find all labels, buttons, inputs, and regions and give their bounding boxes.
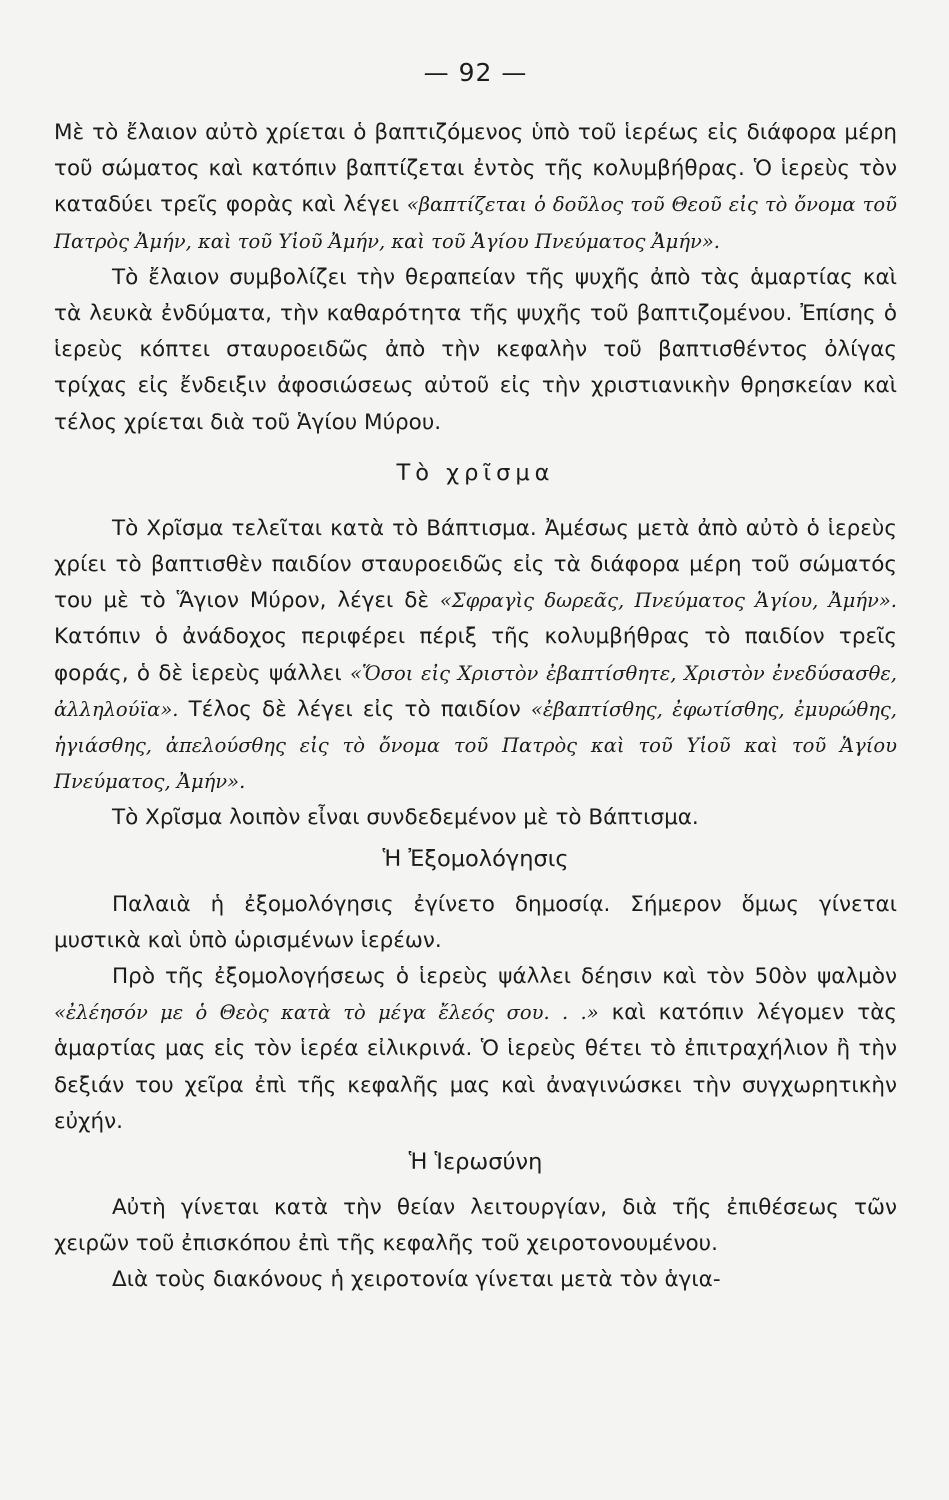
paragraph-text: Πρὸ τῆς ἐξομολογήσεως ὁ ἱερεὺς ψάλλει δέησιν καὶ τὸν 50ὸν ψαλμὸν <box>112 964 897 990</box>
quoted-prayer-text: «Ὅσοι εἰς Χριστὸν ἐβαπτίσθητε, Χριστὸν ἐνεδύσασθε, ἀλληλούϊα». <box>54 661 897 721</box>
paragraph-text: Τέλος δὲ λέγει εἰς τὸ παιδίον <box>178 696 531 722</box>
body-paragraph <box>54 115 897 260</box>
section-heading: Ἡ Ἐξομολόγησις <box>382 845 569 872</box>
quoted-prayer-text: «βαπτίζεται ὁ δοῦλος τοῦ Θεοῦ εἰς τὸ ὄνομα τοῦ Πατρὸς Ἀμήν, καὶ τοῦ Υἱοῦ Ἀμήν, καὶ τοῦ Ἁγίου Πνεύματος Ἀμήν». <box>54 193 897 253</box>
paragraph-text: Τὸ Χρῖσμα τελεῖται κατὰ τὸ Βάπτισμα. Ἀμέσως μετὰ ἀπὸ αὐτὸ ὁ ἱερεὺς χρίει τὸ βαπτισθὲν παιδίον σταυροειδῶς εἰς τὰ διάφορα μέρη τοῦ σώματός του μὲ τὸ Ἅγιον Μύρον, λέγει δὲ <box>54 515 897 614</box>
quoted-prayer-text: «ἐλέησόν με ὁ Θεὸς κατὰ τὸ μέγα ἔλεός σου. . .» <box>54 1001 599 1025</box>
body-paragraph <box>54 959 897 1140</box>
body-paragraph <box>54 260 897 441</box>
quoted-prayer-text: «ἐβαπτίσθης, ἐφωτίσθης, ἐμυρώθης, ἡγιάσθης, ἀπελούσθης εἰς τὸ ὄνομα τοῦ Πατρὸς καὶ τοῦ Υἱοῦ καὶ τοῦ Ἁγίου Πνεύματος, Ἀμήν». <box>54 697 897 794</box>
body-paragraph <box>54 800 897 836</box>
paragraph-text: καὶ κατόπιν λέγομεν τὰς ἁμαρτίας μας εἰς τὸν ἱερέα εἰλικρινά. Ὁ ἱερεὺς θέτει τὸ ἐπιτραχήλιον ἢ τὴν δεξιάν του χεῖρα ἐπὶ τῆς κεφαλῆς μας καὶ ἀναγινώσκει τὴν συγχωρητικὴν εὐχήν. <box>54 1000 897 1134</box>
paragraph-text: Τὸ ἔλαιον συμβολίζει τὴν θεραπείαν τῆς ψυχῆς ἀπὸ τὰς ἁμαρτίας καὶ τὰ λευκὰ ἐνδύματα, τὴν καθαρότητα τῆς ψυχῆς τοῦ βαπτιζομένου. Ἐπίσης ὁ ἱερεὺς κόπτει σταυροειδῶς ἀπὸ τὴν κεφαλὴν τοῦ βαπτισθέντος ὀλίγας τρίχας εἰς ἔνδειξιν ἀφοσιώσεως αὐτοῦ εἰς τὴν χριστιανικὴν θρησκείαν καὶ τέλος χρίεται διὰ τοῦ Ἁγίου Μύρου. <box>54 264 897 435</box>
page-content <box>54 115 897 1299</box>
body-paragraph <box>54 1262 897 1298</box>
body-paragraph <box>54 1190 897 1262</box>
page-number: — 92 — <box>423 58 528 87</box>
paragraph-text: Κατόπιν ὁ ἀνάδοχος περιφέρει πέριξ τῆς κολυμβήθρας τὸ παιδίον τρεῖς φοράς, ὁ δὲ ἱερεὺς ψάλλει <box>54 624 897 686</box>
paragraph-text: Διὰ τοὺς διακόνους ἡ χειροτονία γίνεται μετὰ τὸν ἁγια- <box>112 1267 721 1293</box>
body-paragraph <box>54 511 897 801</box>
paragraph-text: Τὸ Χρῖσμα λοιπὸν εἶναι συνδεδεμένον μὲ τὸ Βάπτισμα. <box>112 805 699 831</box>
quoted-prayer-text: «Σφραγὶς δωρεᾶς, Πνεύματος Ἁγίου, Ἀμήν». <box>439 589 897 613</box>
body-paragraph <box>54 887 897 959</box>
paragraph-text: Παλαιὰ ἡ ἐξομολόγησις ἐγίνετο δημοσίᾳ. Σήμερον ὅμως γίνεται μυστικὰ καὶ ὑπὸ ὡρισμένων ἱερέων. <box>54 891 897 953</box>
paragraph-text: Μὲ τὸ ἔλαιον αὐτὸ χρίεται ὁ βαπτιζόμενος ὑπὸ τοῦ ἱερέως εἰς διάφορα μέρη τοῦ σώματος καὶ κατόπιν βαπτίζεται ἐντὸς τῆς κολυμβήθρας. Ὁ ἱερεὺς τὸν καταδύει τρεῖς φορὰς καὶ λέγει <box>54 120 897 218</box>
section-heading: Τὸ χρῖσμα <box>396 459 555 486</box>
section-heading: Ἡ Ἱερωσύνη <box>408 1149 543 1176</box>
paragraph-text: Αὐτὴ γίνεται κατὰ τὴν θείαν λειτουργίαν, διὰ τῆς ἐπιθέσεως τῶν χειρῶν τοῦ ἐπισκόπου ἐπὶ τῆς κεφαλῆς τοῦ χειροτονουμένου. <box>54 1195 897 1257</box>
